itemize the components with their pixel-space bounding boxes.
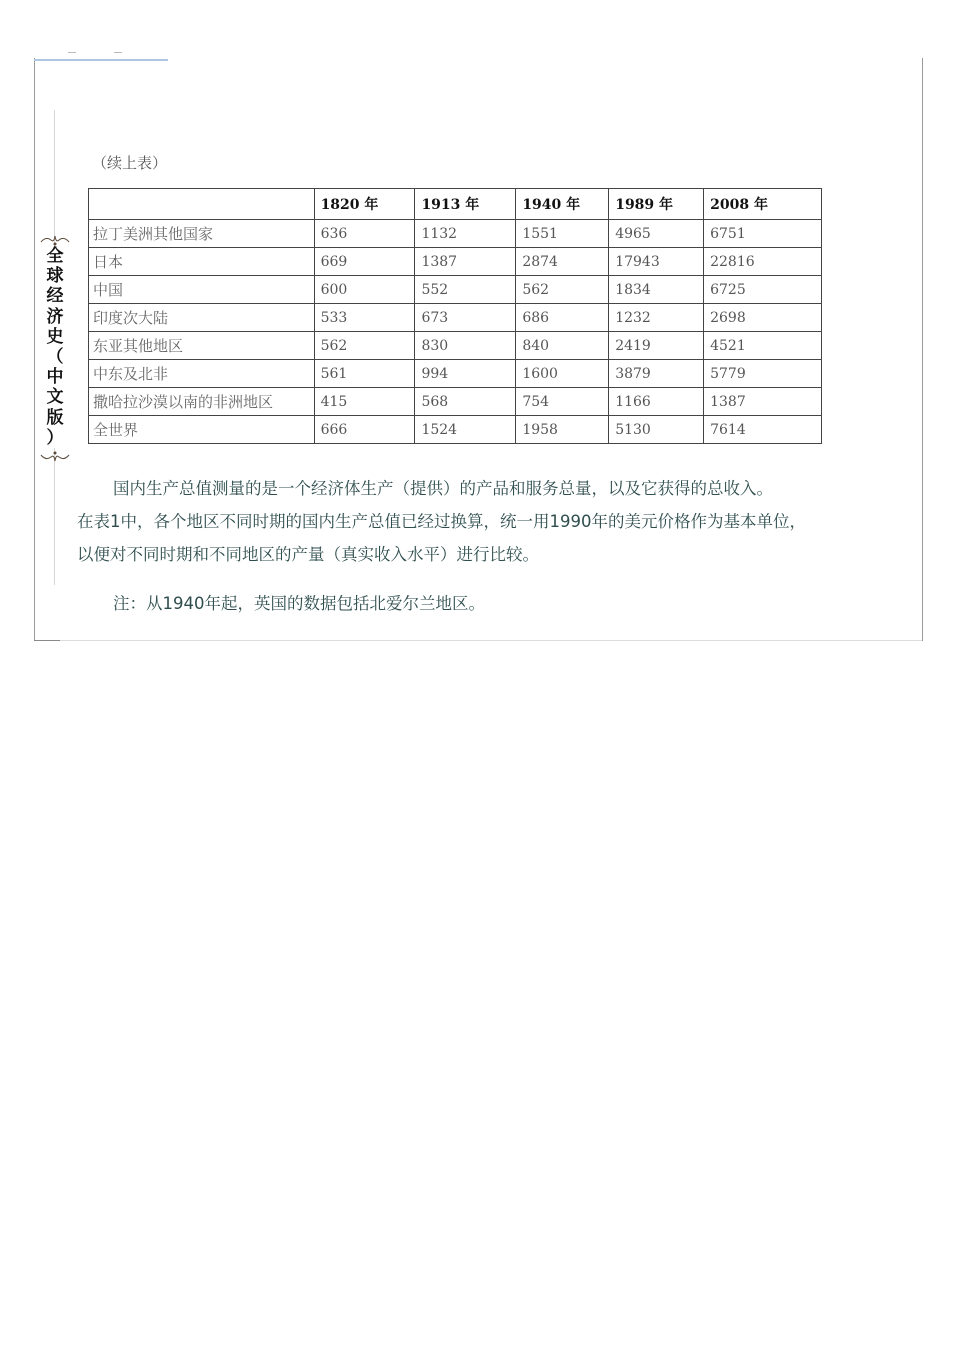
table-row [89, 388, 822, 416]
header-cell: 1989 年 [609, 189, 704, 220]
table-header-row [89, 189, 822, 220]
value-cell: 636 [314, 220, 415, 248]
value-cell: 7614 [704, 416, 822, 444]
title-char: 中 [46, 367, 64, 388]
value-cell: 2698 [704, 304, 822, 332]
value-cell: 552 [415, 276, 516, 304]
top-ornament-icon [40, 233, 70, 247]
value-cell: 830 [415, 332, 516, 360]
value-cell: 6751 [704, 220, 822, 248]
value-cell: 22816 [704, 248, 822, 276]
header-cell: 1940 年 [516, 189, 609, 220]
value-cell: 1834 [609, 276, 704, 304]
value-cell: 669 [314, 248, 415, 276]
value-cell: 1524 [415, 416, 516, 444]
title-char: ） [46, 427, 64, 448]
paragraph-line: 在表1中，各个地区不同时期的国内生产总值已经过换算，统一用1990年的美元价格作为基本单位， [77, 512, 806, 531]
header-cell [89, 189, 315, 220]
region-cell: 中东及北非 [89, 360, 315, 388]
table-row [89, 276, 822, 304]
value-cell: 1387 [704, 388, 822, 416]
table-row [89, 360, 822, 388]
value-cell: 1132 [415, 220, 516, 248]
value-cell: 5779 [704, 360, 822, 388]
value-cell: 754 [516, 388, 609, 416]
title-char: 版 [46, 407, 64, 428]
value-cell: 568 [415, 388, 516, 416]
table-continued-caption: （续上表） [92, 154, 168, 172]
bottom-ornament-icon [40, 450, 70, 464]
value-cell: 1958 [516, 416, 609, 444]
header-marks [62, 52, 132, 58]
value-cell: 2874 [516, 248, 609, 276]
title-char: 史 [46, 326, 64, 347]
value-cell: 1387 [415, 248, 516, 276]
value-cell: 3879 [609, 360, 704, 388]
value-cell: 561 [314, 360, 415, 388]
table-row [89, 304, 822, 332]
value-cell: 1166 [609, 388, 704, 416]
region-cell: 印度次大陆 [89, 304, 315, 332]
header-cell: 1913 年 [415, 189, 516, 220]
value-cell: 840 [516, 332, 609, 360]
title-char: （ [46, 347, 64, 368]
value-cell: 1551 [516, 220, 609, 248]
paragraph-line: 以便对不同时期和不同地区的产量（真实收入水平）进行比较。 [77, 545, 539, 564]
title-char: 全 [46, 246, 64, 266]
value-cell: 17943 [609, 248, 704, 276]
header-cell: 1820 年 [314, 189, 415, 220]
value-cell: 1600 [516, 360, 609, 388]
table-row [89, 416, 822, 444]
value-cell: 673 [415, 304, 516, 332]
value-cell: 415 [314, 388, 415, 416]
value-cell: 562 [516, 276, 609, 304]
body-paragraph [77, 472, 887, 571]
bottom-rule [34, 640, 922, 641]
gdp-table [88, 188, 822, 444]
bottom-rule-accent [34, 640, 60, 641]
paragraph-line: 国内生产总值测量的是一个经济体生产（提供）的产品和服务总量，以及它获得的总收入。 [113, 479, 773, 498]
region-cell: 日本 [89, 248, 315, 276]
title-char: 经 [46, 286, 64, 307]
value-cell: 4965 [609, 220, 704, 248]
region-cell: 东亚其他地区 [89, 332, 315, 360]
value-cell: 533 [314, 304, 415, 332]
value-cell: 994 [415, 360, 516, 388]
value-cell: 1232 [609, 304, 704, 332]
title-char: 球 [46, 266, 64, 287]
value-cell: 562 [314, 332, 415, 360]
table-row [89, 220, 822, 248]
region-cell: 全世界 [89, 416, 315, 444]
table-row [89, 248, 822, 276]
footnote: 注：从1940年起，英国的数据包括北爱尔兰地区。 [113, 594, 485, 613]
book-title-vertical [44, 246, 66, 448]
value-cell: 6725 [704, 276, 822, 304]
region-cell: 撒哈拉沙漠以南的非洲地区 [89, 388, 315, 416]
value-cell: 2419 [609, 332, 704, 360]
title-char: 济 [46, 306, 64, 327]
header-accent-line [34, 59, 168, 61]
value-cell: 5130 [609, 416, 704, 444]
value-cell: 4521 [704, 332, 822, 360]
title-char: 文 [46, 387, 64, 408]
header-cell: 2008 年 [704, 189, 822, 220]
region-cell: 中国 [89, 276, 315, 304]
value-cell: 666 [314, 416, 415, 444]
value-cell: 686 [516, 304, 609, 332]
value-cell: 600 [314, 276, 415, 304]
region-cell: 拉丁美洲其他国家 [89, 220, 315, 248]
table-row [89, 332, 822, 360]
